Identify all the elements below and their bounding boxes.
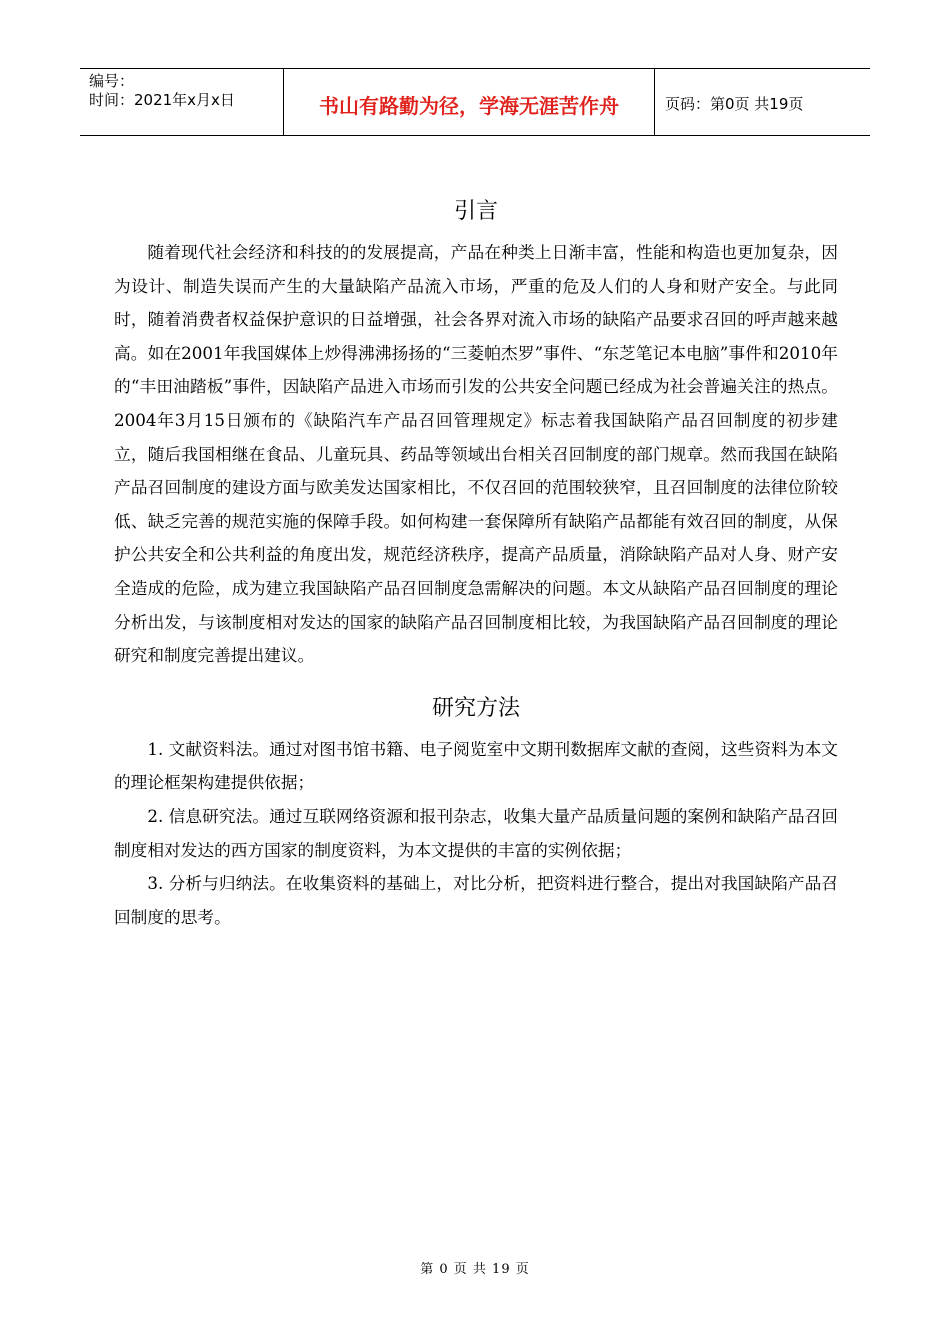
method-item-2: 2. 信息研究法。通过互联网络资源和报刊杂志，收集大量产品质量问题的案例和缺陷产品召回制度相对发达的西方国家的制度资料，为本文提供的丰富的实例依据；	[114, 805, 838, 860]
page-footer: 第 0 页 共 19 页	[420, 1262, 530, 1277]
method-item-3: 3. 分析与归纳法。在收集资料的基础上，对比分析，把资料进行整合，提出对我国缺陷产品召回制度的思考。	[114, 873, 838, 927]
header-motto: 书山有路勤为径，学海无涯苦作舟	[283, 69, 655, 135]
header-info-cell	[80, 69, 283, 135]
methods-title: 研究方法	[431, 695, 520, 721]
intro-paragraph: 随着现代社会经济和科技的的发展提高，产品在种类上日渐丰富，性能和构造也更加复杂，因为设计、制造失误而产生的大量缺陷产品流入市场，严重的危及人们的人身和财产安全。与此同时，随着消费者权益保护意识的日益增强，社会各界对流入市场的缺陷产品要求召回的呼声越来越高。如在2001年我国媒体上炒得沸沸扬扬的“三菱帕杰罗”事件、“东芝笔记本电脑”事件和2010年的“丰田油踏板”事件，因缺陷产品进入市场而引发的公共安全问题已经成为社会普遍关注的热点。2004年3月15日颁布的《缺陷汽车产品召回管理规定》标志着我国缺陷产品召回制度的初步建立，随后我国相继在食品、儿童玩具、药品等领域出台相关召回制度的部门规章。然而我国在缺陷产品召回制度的建设方面与欧美发达国家相比，不仅召回的范围较狭窄，且召回制度的法律位阶较低、缺乏完善的规范实施的保障手段。如何构建一套保障所有缺陷产品都能有效召回的制度，从保护公共安全和公共利益的角度出发，规范经济秩序，提高产品质量，消除缺陷产品对人身、财产安全造成的危险，成为建立我国缺陷产品召回制度急需解决的问题。本文从缺陷产品召回制度的理论分析出发，与该制度相对发达的国家的缺陷产品召回制度相比较，为我国缺陷产品召回制度的理论研究和制度完善提出建议。	[114, 242, 838, 666]
header-number-label: 编号：	[89, 72, 135, 90]
header-page-code: 页码：第0页 共19页	[665, 94, 804, 113]
document-header	[80, 68, 870, 136]
document-body	[114, 188, 838, 934]
intro-title: 引言	[453, 199, 498, 224]
section-spacer	[114, 673, 838, 685]
method-item-1: 1. 文献资料法。通过对图书馆书籍、电子阅览室中文期刊数据库文献的查阅，这些资料为本文的理论框架构建提供依据；	[114, 738, 838, 793]
header-time-label: 时间：2021年x月x日	[89, 91, 235, 109]
